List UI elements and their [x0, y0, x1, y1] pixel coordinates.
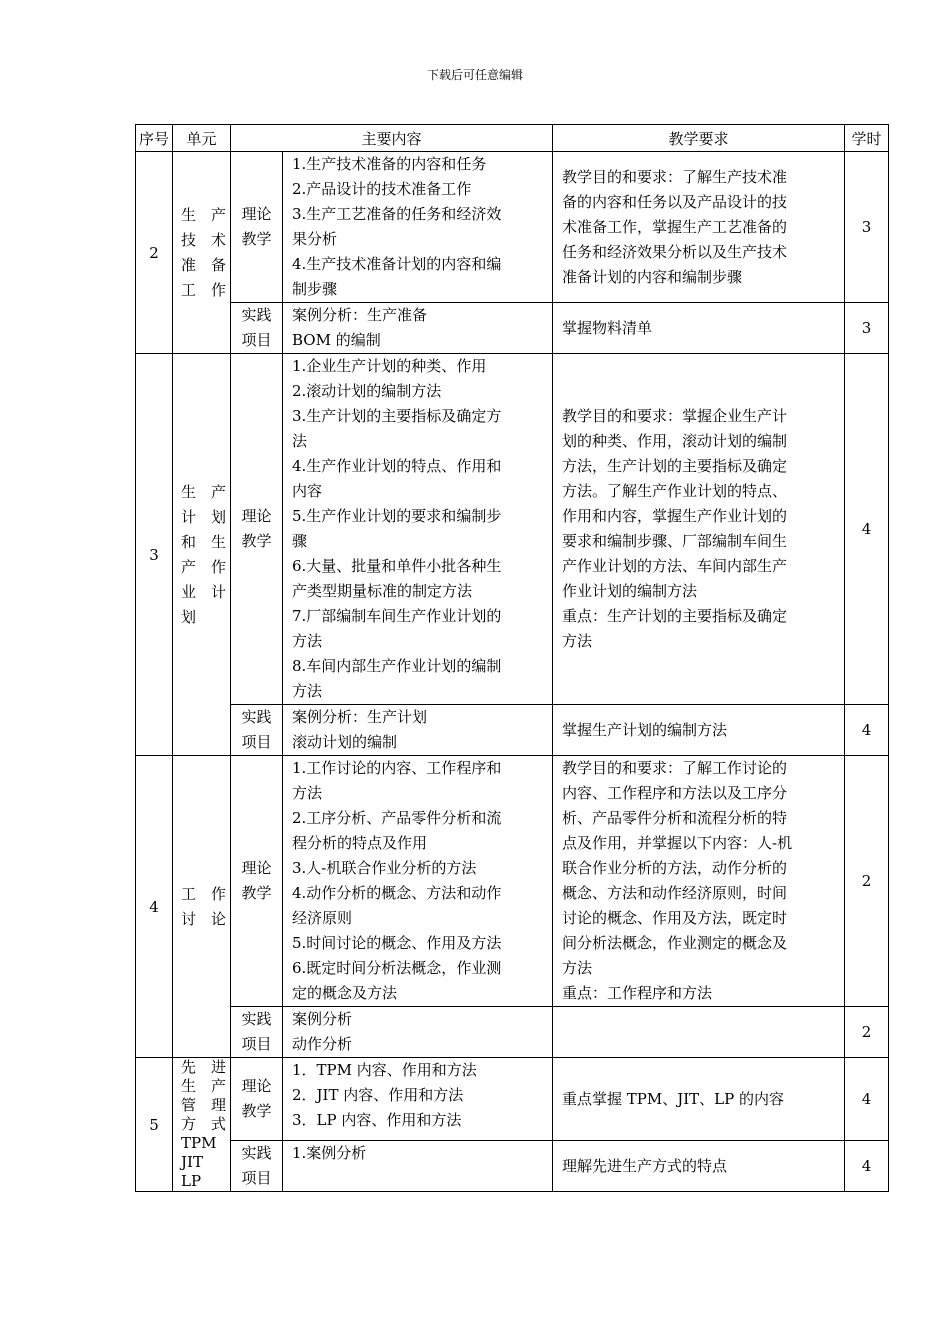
requirement-line: 重点掌握 TPM、JIT、LP 的内容 — [562, 1089, 785, 1108]
requirement-cell — [553, 303, 845, 354]
unit-label-line: 产作 — [181, 557, 226, 576]
hours-cell: 3 — [845, 152, 889, 303]
content-line: 案例分析：生产准备 — [292, 306, 428, 324]
table-row — [136, 1141, 889, 1192]
requirement-line: 产作业计划的方法、车间内部生产 — [562, 557, 788, 575]
type-cell-theory — [231, 1058, 283, 1141]
requirement-line: 重点：工作程序和方法 — [562, 984, 713, 1002]
syllabus-table — [135, 124, 889, 1192]
content-cell — [283, 705, 553, 756]
unit-label-line: 计划 — [181, 507, 226, 526]
type-cell-practice — [231, 1141, 283, 1192]
seq-cell: 4 — [136, 756, 173, 1058]
type-label-line: 实践 — [241, 306, 272, 324]
unit-cell — [173, 1058, 231, 1192]
requirement-cell — [553, 1058, 845, 1141]
content-line: 经济原则 — [292, 909, 353, 927]
content-line: 程分析的特点及作用 — [292, 834, 428, 852]
content-line: 方法 — [292, 784, 323, 802]
content-line: 1.案例分析 — [292, 1144, 367, 1162]
content-line: 4.生产作业计划的特点、作用和 — [292, 457, 502, 475]
requirement-line: 准备计划的内容和编制步骤 — [562, 267, 743, 286]
content-line: 4.生产技术准备计划的内容和编 — [292, 255, 502, 273]
header-hours: 学时 — [845, 125, 889, 152]
header-content: 主要内容 — [231, 125, 553, 152]
unit-label-line: 生产 — [181, 205, 226, 224]
requirement-line: 划的种类、作用，滚动计划的编制 — [562, 432, 788, 450]
type-label-line: 理论 — [241, 507, 272, 525]
type-label-line: 理论 — [241, 1077, 272, 1095]
type-cell-theory — [231, 354, 283, 705]
type-cell-practice — [231, 1007, 283, 1058]
unit-label-line: 技术 — [181, 230, 226, 249]
unit-label-line: 管理 — [181, 1096, 226, 1114]
table-row — [136, 1058, 889, 1141]
type-label-line: 项目 — [241, 733, 272, 751]
content-cell — [283, 303, 553, 354]
requirement-line: 间分析法概念，作业测定的概念及 — [562, 934, 788, 952]
requirement-line: 掌握物料清单 — [562, 318, 653, 337]
content-line: 法 — [292, 432, 308, 450]
content-line: BOM 的编制 — [292, 331, 381, 349]
hours-cell: 3 — [845, 303, 889, 354]
type-label-line: 项目 — [241, 1169, 272, 1187]
content-line: 2.工序分析、产品零件分析和流 — [292, 809, 502, 827]
requirement-line: 内容、工作程序和方法以及工序分 — [562, 784, 788, 802]
content-line: 1.生产技术准备的内容和任务 — [292, 155, 487, 173]
seq-cell: 5 — [136, 1058, 173, 1192]
requirement-line: 点及作用，并掌握以下内容：人-机 — [562, 834, 793, 852]
type-label-line: 教学 — [241, 532, 272, 550]
type-cell-theory — [231, 152, 283, 303]
hours-cell: 4 — [845, 1058, 889, 1141]
unit-label-line: TPM — [181, 1134, 217, 1152]
table-header-row — [136, 125, 889, 152]
type-label-line: 理论 — [241, 205, 272, 223]
content-line: 产类型期量标准的制定方法 — [292, 582, 473, 600]
requirement-line: 术准备工作，掌握生产工艺准备的 — [562, 217, 788, 236]
unit-label-line: 业计 — [181, 582, 226, 601]
type-label-line: 教学 — [241, 884, 272, 902]
requirement-line: 重点：生产计划的主要指标及确定 — [562, 607, 788, 625]
content-line: 4.动作分析的概念、方法和动作 — [292, 884, 502, 902]
seq-cell: 2 — [136, 152, 173, 354]
hours-cell: 2 — [845, 756, 889, 1007]
unit-label-line: 先进 — [181, 1058, 226, 1076]
seq-cell: 3 — [136, 354, 173, 756]
requirement-line: 教学目的和要求：了解生产技术准 — [562, 167, 788, 186]
content-line: 5.时间讨论的概念、作用及方法 — [292, 934, 502, 952]
requirement-line: 作用和内容，掌握生产作业计划的 — [562, 507, 788, 525]
unit-label-line: LP — [181, 1172, 202, 1190]
content-cell — [283, 354, 553, 705]
unit-label-line: 生产 — [181, 482, 226, 501]
requirement-line: 作业计划的编制方法 — [562, 582, 698, 600]
content-line: 7.厂部编制车间生产作业计划的 — [292, 607, 502, 625]
content-line: 2．JIT 内容、作用和方法 — [292, 1086, 464, 1104]
type-label-line: 项目 — [241, 1035, 272, 1053]
content-line: 8.车间内部生产作业计划的编制 — [292, 657, 502, 675]
requirement-line: 讨论的概念、作用及方法，既定时 — [562, 909, 788, 927]
content-line: 2.产品设计的技术准备工作 — [292, 180, 472, 198]
content-line: 方法 — [292, 682, 323, 700]
type-label-line: 理论 — [241, 859, 272, 877]
requirement-line: 方法 — [562, 632, 593, 650]
content-line: 3．LP 内容、作用和方法 — [292, 1111, 462, 1129]
unit-label-line: JIT — [181, 1153, 203, 1171]
content-line: 案例分析：生产计划 — [292, 708, 428, 726]
content-cell — [283, 756, 553, 1007]
type-cell-practice — [231, 303, 283, 354]
requirement-cell — [553, 152, 845, 303]
table-row — [136, 1007, 889, 1058]
content-cell — [283, 1007, 553, 1058]
requirement-line: 方法，生产计划的主要指标及确定 — [562, 457, 788, 475]
content-line: 制步骤 — [292, 280, 338, 298]
requirement-line: 析、产品零件分析和流程分析的特 — [562, 809, 788, 827]
requirement-line: 任务和经济效果分析以及生产技术 — [562, 242, 788, 261]
type-cell-practice — [231, 705, 283, 756]
header-seq: 序号 — [136, 125, 173, 152]
content-line: 2.滚动计划的编制方法 — [292, 382, 442, 400]
requirement-line: 教学目的和要求：了解工作讨论的 — [562, 759, 788, 777]
content-line: 6.既定时间分析法概念，作业测 — [292, 959, 502, 977]
content-line: 骤 — [292, 532, 308, 550]
content-line: 内容 — [292, 482, 323, 500]
table-body — [136, 152, 889, 1192]
unit-label-line: 方式 — [181, 1115, 226, 1133]
table-row — [136, 756, 889, 1007]
unit-cell — [173, 354, 231, 756]
requirement-line: 备的内容和任务以及产品设计的技 — [562, 192, 788, 211]
type-label-line: 实践 — [241, 1144, 272, 1162]
header-unit: 单元 — [173, 125, 231, 152]
hours-cell: 4 — [845, 1141, 889, 1192]
content-line: 6.大量、批量和单件小批各种生 — [292, 557, 502, 575]
table-row — [136, 303, 889, 354]
hours-cell: 2 — [845, 1007, 889, 1058]
requirement-line: 要求和编制步骤、厂部编制车间生 — [562, 532, 788, 550]
content-line: 3.人-机联合作业分析的方法 — [292, 859, 477, 877]
content-line: 1.企业生产计划的种类、作用 — [292, 357, 487, 375]
content-line: 3.生产计划的主要指标及确定方 — [292, 407, 502, 425]
table-row — [136, 354, 889, 705]
header-note: 下载后可任意编辑 — [426, 68, 523, 82]
requirement-line: 教学目的和要求：掌握企业生产计 — [562, 407, 788, 425]
type-label-line: 实践 — [241, 708, 272, 726]
type-label-line: 实践 — [241, 1010, 272, 1028]
type-label-line: 教学 — [241, 1102, 272, 1120]
unit-label-line: 和生 — [181, 532, 226, 551]
requirement-line: 联合作业分析的方法，动作分析的 — [562, 859, 788, 877]
table-row — [136, 705, 889, 756]
hours-cell: 4 — [845, 705, 889, 756]
requirement-cell — [553, 354, 845, 705]
header-requirement: 教学要求 — [553, 125, 845, 152]
requirement-line: 掌握生产计划的编制方法 — [562, 720, 728, 739]
content-line: 案例分析 — [292, 1010, 353, 1028]
content-cell — [283, 152, 553, 303]
content-line: 果分析 — [292, 230, 338, 248]
requirement-line: 理解先进生产方式的特点 — [562, 1156, 728, 1175]
unit-cell — [173, 756, 231, 1058]
content-line: 动作分析 — [292, 1035, 353, 1053]
type-label-line: 项目 — [241, 331, 272, 349]
content-cell — [283, 1141, 553, 1192]
unit-cell — [173, 152, 231, 354]
content-line: 1.工作讨论的内容、工作程序和 — [292, 759, 502, 777]
type-label-line: 教学 — [241, 230, 272, 248]
unit-label-line: 准备 — [181, 255, 226, 274]
content-line: 5.生产作业计划的要求和编制步 — [292, 507, 502, 525]
hours-cell: 4 — [845, 354, 889, 705]
content-line: 3.生产工艺准备的任务和经济效 — [292, 205, 502, 223]
requirement-cell — [553, 1141, 845, 1192]
content-line: 方法 — [292, 632, 323, 650]
requirement-line: 概念、方法和动作经济原则，时间 — [562, 884, 788, 902]
unit-label-line: 划 — [181, 607, 197, 626]
requirement-line: 方法。了解生产作业计划的特点、 — [562, 482, 788, 500]
requirement-cell — [553, 705, 845, 756]
unit-label-line: 生产 — [181, 1077, 226, 1095]
content-line: 定的概念及方法 — [292, 984, 398, 1002]
content-cell — [283, 1058, 553, 1141]
content-line: 滚动计划的编制 — [292, 733, 398, 751]
type-cell-theory — [231, 756, 283, 1007]
table-row — [136, 152, 889, 303]
unit-label-line: 工作 — [181, 884, 226, 903]
unit-label-line: 工作 — [181, 280, 226, 299]
requirement-cell — [553, 1007, 845, 1058]
requirement-line: 方法 — [562, 959, 593, 977]
content-line: 1．TPM 内容、作用和方法 — [292, 1061, 477, 1079]
unit-label-line: 讨论 — [181, 909, 226, 928]
requirement-cell — [553, 756, 845, 1007]
